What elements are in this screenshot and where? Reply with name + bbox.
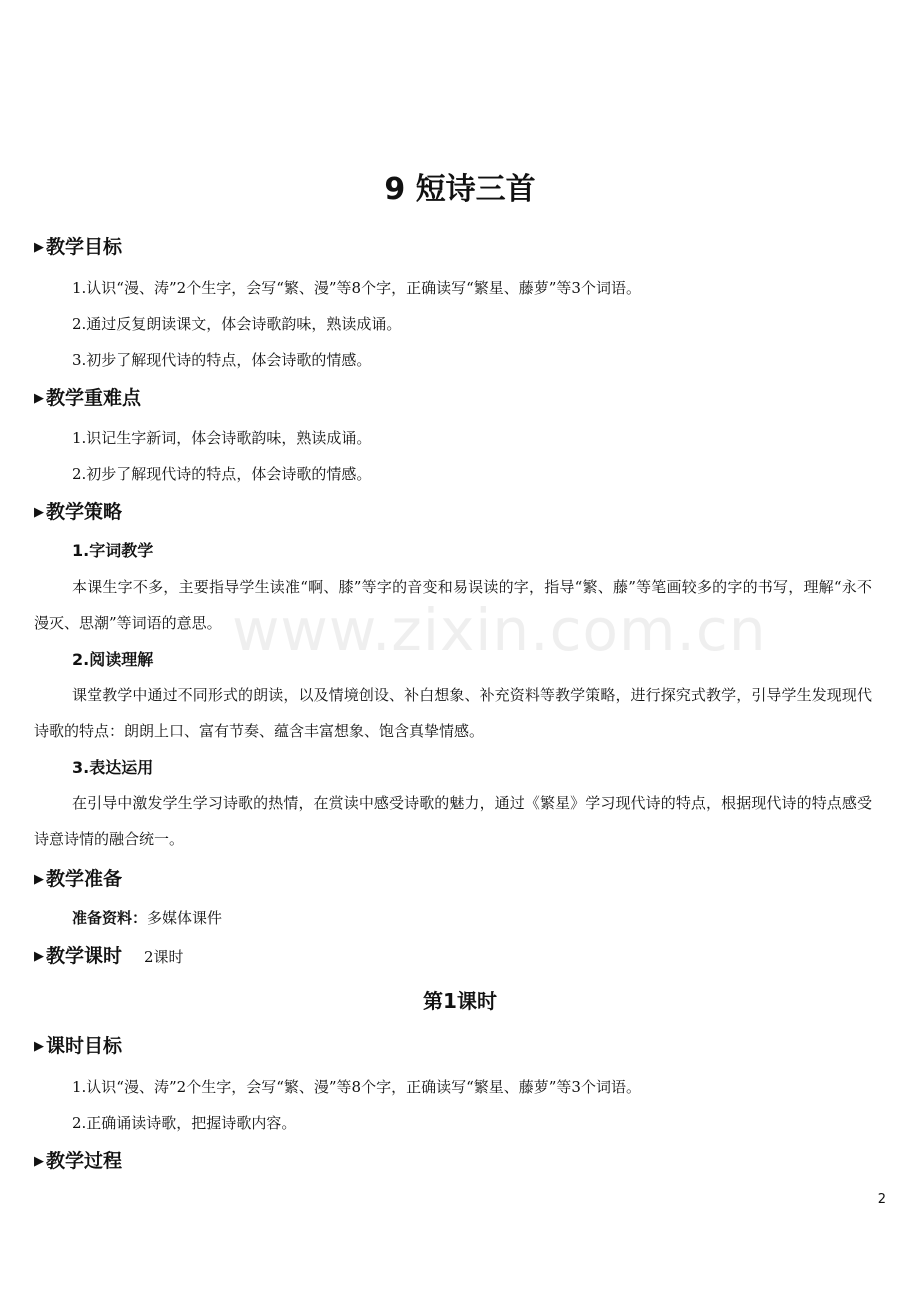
key-point-item: 1.识记生字新词，体会诗歌韵味，熟读成诵。	[72, 429, 372, 447]
section-heading-hours: ▶ 教学课时 2课时	[34, 945, 184, 967]
section-heading-process: ▶ 教学过程	[34, 1150, 123, 1172]
preparation-label: 准备资料：	[72, 909, 148, 927]
lesson-goal-item: 1.认识“漫、涛”2个生字，会写“繁、漫”等8个字，正确读写“繁星、藤萝”等3个词语。	[72, 1078, 641, 1096]
key-point-item: 2.初步了解现代诗的特点，体会诗歌的情感。	[72, 465, 372, 483]
bullet-triangle-icon: ▶	[34, 505, 44, 520]
strategy-subheading: 1.字词教学	[72, 541, 154, 560]
section-heading-key-points: ▶ 教学重难点	[34, 387, 142, 409]
goal-item: 3.初步了解现代诗的特点，体会诗歌的情感。	[72, 351, 372, 369]
strategy-paragraph: 课堂教学中通过不同形式的朗读，以及情境创设、补白想象、补充资料等教学策略，进行探究式教学，引导学生发现现代诗歌的特点：朗朗上口、富有节奏、蕴含丰富想象、饱含真挚情感。	[34, 686, 872, 740]
bullet-triangle-icon: ▶	[34, 1039, 44, 1054]
lesson-title: 第1课时	[423, 989, 497, 1013]
section-heading-goals: ▶ 教学目标	[34, 236, 123, 258]
strategy-subheading: 2.阅读理解	[72, 650, 154, 669]
goal-item: 1.认识“漫、涛”2个生字，会写“繁、漫”等8个字，正确读写“繁星、藤萝”等3个词语。	[72, 279, 641, 297]
strategy-paragraph: 本课生字不多，主要指导学生读准“啊、膝”等字的音变和易误读的字，指导“繁、藤”等笔画较多的字的书写，理解“永不漫灭、思潮”等词语的意思。	[34, 578, 872, 632]
bullet-triangle-icon: ▶	[34, 872, 44, 887]
lesson-goal-item: 2.正确诵读诗歌，把握诗歌内容。	[72, 1114, 297, 1132]
preparation-line	[72, 905, 222, 931]
preparation-value: 多媒体课件	[147, 909, 223, 927]
hours-value: 2课时	[144, 948, 184, 966]
section-heading-lesson-goals: ▶ 课时目标	[34, 1035, 123, 1057]
watermark: www.zixin.com.cn	[232, 596, 767, 664]
section-heading-strategy: ▶ 教学策略	[34, 501, 123, 523]
bullet-triangle-icon: ▶	[34, 1154, 44, 1169]
strategy-subheading: 3.表达运用	[72, 758, 154, 777]
bullet-triangle-icon: ▶	[34, 949, 44, 964]
bullet-triangle-icon: ▶	[34, 240, 44, 255]
bullet-triangle-icon: ▶	[34, 391, 44, 406]
goal-item: 2.通过反复朗读课文，体会诗歌韵味，熟读成诵。	[72, 315, 402, 333]
page-number: 2	[877, 1192, 886, 1207]
strategy-paragraph: 在引导中激发学生学习诗歌的热情，在赏读中感受诗歌的魅力，通过《繁星》学习现代诗的特点，根据现代诗的特点感受诗意诗情的融合统一。	[34, 794, 872, 848]
section-heading-preparation: ▶ 教学准备	[34, 868, 123, 890]
page-title: 9 短诗三首	[384, 172, 536, 207]
